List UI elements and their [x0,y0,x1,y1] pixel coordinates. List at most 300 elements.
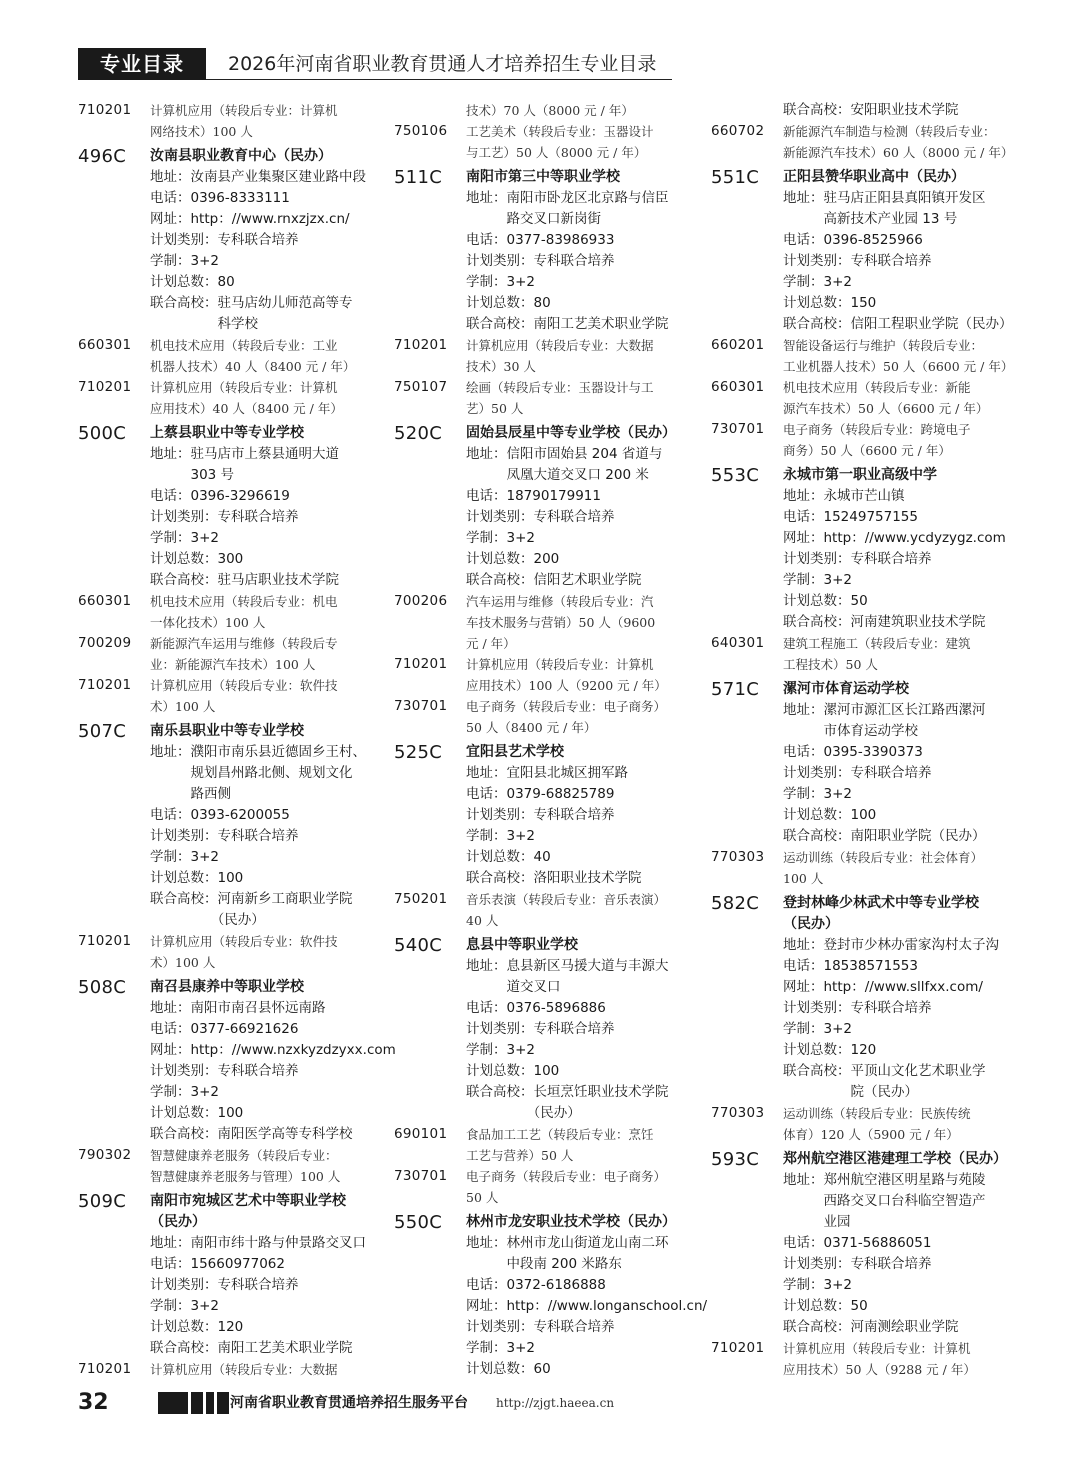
entry-body [466,419,694,591]
school-info-line: 科学校 [150,316,258,332]
major-line: 绘画（转段后专业：玉器设计与工 [466,380,654,395]
school-name: 漯河市体育运动学校 [783,681,909,697]
major-code: 660301 [78,593,132,609]
school-info-line: 地址：南阳市南召县怀远南路 [150,1000,326,1016]
major-code [394,100,466,121]
school-info-line: 学制：3+2 [150,1084,219,1100]
school-info-line: 联合高校：驻马店幼儿师范高等专 [150,295,353,311]
school-name: 汝南县职业教育中心（民办） [150,148,332,164]
school-info-line: 电话：15249757155 [783,509,918,525]
school-info-line: 计划总数：120 [783,1042,877,1058]
major-entry [711,100,1007,121]
school-code: 509C [78,1191,127,1212]
entry-body [466,100,694,121]
section-tag: 专业目录 [78,48,206,80]
school-code: 551C [711,167,760,188]
major-line: 计算机应用（转段后专业：软件技 [150,678,338,693]
school-info-line: 计划类别：专科联合培养 [150,1277,299,1293]
major-entry [78,931,372,973]
major-code: 710201 [78,677,132,693]
major-entry [78,1359,372,1380]
major-code: 710201 [78,102,132,118]
header-rule [206,79,672,80]
school-info-line: 院（民办） [783,1084,918,1100]
school-name: 永城市第一职业高级中学 [783,467,937,483]
school-entry [78,717,372,931]
school-info-line: 路西侧 [150,786,231,802]
school-info-line: 中段南 200 米路东 [466,1256,622,1272]
school-entry [394,931,694,1124]
major-entry [711,121,1014,163]
major-entry [78,591,372,633]
school-info-line: 计划类别：专科联合培养 [783,253,932,269]
entry-body [150,591,372,633]
school-info-line: 学制：3+2 [783,786,852,802]
entry-body [783,1145,1007,1338]
page-footer [78,1388,678,1418]
school-entry [394,419,694,591]
school-info-line: 路交叉口新岗街 [466,211,601,227]
school-name: 南召县康养中等职业学校 [150,979,304,995]
school-info-line: 学制：3+2 [466,530,535,546]
school-info-line: 电话：0377-83986933 [466,232,615,248]
major-code: 710201 [78,379,132,395]
major-line: 建筑工程施工（转段后专业：建筑 [783,636,971,651]
school-entry [78,1187,372,1359]
major-line: 计算机应用（转段后专业：大数据 [150,1362,338,1377]
school-info-line: 计划总数：100 [783,807,877,823]
entry-body [150,100,372,142]
school-name: 郑州航空港区港建理工学校（民办） [783,1151,1007,1167]
major-line: 工艺美术（转段后专业：玉器设计 [466,124,654,139]
footer-bars-decoration [158,1392,229,1414]
school-info-line: 电话：0372-6186888 [466,1277,606,1293]
entry-body [150,377,372,419]
column-left [78,100,396,1380]
major-line: 100 人 [783,871,824,886]
school-name: 正阳县赞华职业高中（民办） [783,169,965,185]
major-code: 710201 [78,933,132,949]
school-code: 508C [78,977,127,998]
school-name: 南阳市宛城区艺术中等职业学校 [150,1193,346,1209]
major-entry [711,377,1007,419]
major-line: 与工艺）50 人（8000 元 / 年） [466,145,647,160]
major-code [711,100,783,121]
school-info-line: 计划总数：60 [466,1361,551,1377]
entry-body [150,675,372,717]
major-entry [394,591,694,654]
major-entry [711,335,1014,377]
major-entry [394,1166,694,1208]
major-line: 联合高校：安阳职业技术学院 [783,102,959,118]
school-name: 南乐县职业中等专业学校 [150,723,304,739]
school-info-line: 计划类别：专科联合培养 [783,551,932,567]
major-line: 新能源汽车制造与检测（转段后专业： [783,124,996,139]
major-entry [711,419,1007,461]
major-entry [394,100,694,121]
school-info-line: 计划类别：专科联合培养 [466,509,615,525]
school-info-line: 地址：林州市龙山街道龙山南二环 [466,1235,669,1251]
school-info-line: 网址：http：//www.rnxzjzx.cn/ [150,211,350,227]
major-entry [394,335,694,377]
major-line: 应用技术）100 人（9200 元 / 年） [466,678,667,693]
school-info-line: 电话：0377-66921626 [150,1021,299,1037]
school-info-line: 计划总数：300 [150,551,244,567]
school-info-line: 电话：0395-3390373 [783,744,923,760]
school-info-line: 计划总数：100 [150,870,244,886]
major-line: 运动训练（转段后专业：社会体育） [783,850,984,865]
school-entry [394,1208,708,1380]
school-info-line: 计划总数：80 [150,274,235,290]
school-code: 582C [711,893,760,914]
major-code: 710201 [78,1361,132,1377]
school-info-line: 计划类别：专科联合培养 [466,807,615,823]
school-entry [78,973,396,1145]
entry-body [783,847,1007,889]
school-info-line: 学制：3+2 [466,274,535,290]
major-line: 工艺与营养）50 人 [466,1148,574,1163]
major-code: 640301 [711,635,765,651]
entry-body [466,889,694,931]
major-line: 商务）50 人（6600 元 / 年） [783,443,951,458]
major-entry [711,633,1007,675]
entry-body [783,889,1007,1103]
school-entry [711,163,1013,335]
school-info-line: 联合高校：南阳工艺美术职业学院 [466,316,669,332]
entry-body [466,738,694,889]
school-info-line: 计划总数：100 [466,1063,560,1079]
school-info-line: 学制：3+2 [466,1042,535,1058]
school-name: 上蔡县职业中等专业学校 [150,425,304,441]
major-code: 710201 [394,337,448,353]
school-entry [78,419,372,591]
school-info-line: 联合高校：驻马店职业技术学院 [150,572,339,588]
school-name: 林州市龙安职业技术学校（民办） [466,1214,676,1230]
major-code: 710201 [394,656,448,672]
school-info-line: 联合高校：河南新乡工商职业学院 [150,891,353,907]
school-info-line: 地址：驻马店市上蔡县通明大道 [150,446,339,462]
school-info-line: 网址：http：//www.sllfxx.com/ [783,979,983,995]
school-name: 息县中等职业学校 [466,937,578,953]
major-entry [78,100,372,142]
school-info-line: 计划总数：50 [783,1298,868,1314]
major-line: 电子商务（转段后专业：电子商务） [466,1169,667,1184]
school-info-line: 市体育运动学校 [783,723,918,739]
school-info-line: 计划类别：专科联合培养 [150,828,299,844]
school-info-line: 计划总数：120 [150,1319,244,1335]
major-line: 机电技术应用（转段后专业：机电 [150,594,338,609]
school-info-line: 高新技术产业园 13 号 [783,211,958,227]
major-code: 700206 [394,593,448,609]
major-line: 技术）30 人 [466,359,536,374]
major-code: 660201 [711,337,765,353]
major-line: 计算机应用（转段后专业：大数据 [466,338,654,353]
major-entry [78,335,372,377]
school-info-line: 联合高校：河南建筑职业技术学院 [783,614,986,630]
school-info-line: 学制：3+2 [466,828,535,844]
major-entry [394,377,694,419]
school-info-line: 电话：0371-56886051 [783,1235,932,1251]
school-info-line: 电话：15660977062 [150,1256,285,1272]
major-line: 业：新能源汽车技术）100 人 [150,657,316,672]
entry-body [466,591,694,654]
school-info-line: 联合高校：信阳艺术职业学院 [466,572,642,588]
footer-url: http://zjgt.haeea.cn [496,1396,615,1410]
entry-body [783,633,1007,675]
school-info-line: 计划总数：50 [783,593,868,609]
entry-body [783,335,1013,377]
major-line: 车技术服务与营销）50 人（9600 [466,615,656,630]
entry-body [466,1208,707,1380]
major-code: 770303 [711,849,765,865]
school-info-line: 计划类别：专科联合培养 [783,765,932,781]
major-entry [711,1103,1007,1145]
major-line: 艺）50 人 [466,401,524,416]
major-line: 智慧健康养老服务与管理）100 人 [150,1169,341,1184]
entry-body [150,419,372,591]
school-info-line: 计划类别：专科联合培养 [783,1256,932,1272]
school-info-line: 电话：18790179911 [466,488,601,504]
school-info-line: 地址：登封市少林办雷家沟村太子沟 [783,937,999,953]
school-info-line: 地址：南阳市卧龙区北京路与信臣 [466,190,669,206]
entry-body [150,335,372,377]
entry-body [466,1124,694,1166]
major-code: 660702 [711,123,765,139]
school-info-line: 地址：南阳市纬十路与仲景路交叉口 [150,1235,366,1251]
entry-body [150,717,372,931]
school-info-line: 凤凰大道交叉口 200 米 [466,467,649,483]
school-info-line: 道交叉口 [466,979,561,995]
school-info-line: 网址：http：//www.ycdyzygz.com [783,530,1006,546]
school-info-line: 学制：3+2 [150,849,219,865]
major-code: 690101 [394,1126,448,1142]
school-info-line: 联合高校：长垣烹饪职业技术学院 [466,1084,669,1100]
school-info-line: 地址：濮阳市南乐县近德固乡王村、 [150,744,366,760]
major-code: 710201 [711,1340,765,1356]
school-info-line: 地址：汝南县产业集聚区建业路中段 [150,169,366,185]
major-line: 体育）120 人（5900 元 / 年） [783,1127,959,1142]
school-info-line: 计划类别：专科联合培养 [466,1021,615,1037]
school-info-line: 计划总数：150 [783,295,877,311]
entry-body [466,696,694,738]
school-info-line: 学制：3+2 [150,1298,219,1314]
school-info-line: 计划类别：专科联合培养 [150,1063,299,1079]
entry-body [150,973,396,1145]
school-info-line: 电话：0376-5896886 [466,1000,606,1016]
school-info-line: 地址：驻马店正阳县真阳镇开发区 [783,190,986,206]
school-code: 525C [394,742,443,763]
school-code: 511C [394,167,443,188]
entry-body [783,419,1007,461]
major-code: 790302 [78,1147,132,1163]
major-entry [394,654,694,696]
major-entry [394,889,694,931]
major-code: 750106 [394,123,448,139]
entry-body [150,1145,372,1187]
major-entry [394,696,694,738]
entry-body [466,931,694,1124]
major-line: 机电技术应用（转段后专业：工业 [150,338,338,353]
major-code: 660301 [711,379,765,395]
entry-body [783,1338,1007,1380]
major-code: 660301 [78,337,132,353]
major-line: 计算机应用（转段后专业：计算机 [783,1341,971,1356]
school-info-line: 地址：信阳市固始县 204 省道与 [466,446,663,462]
school-info-line: （民办） [150,912,265,928]
column-right [711,100,1014,1380]
major-line: 新能源汽车技术）60 人（8000 元 / 年） [783,145,1014,160]
major-code: 700209 [78,635,132,651]
school-entry [711,675,1007,847]
major-entry [711,1338,1007,1380]
entry-body [150,142,372,335]
school-info-line: 联合高校：南阳职业学院（民办） [783,828,986,844]
school-info-line: 学制：3+2 [783,1277,852,1293]
major-line: 工程技术）50 人 [783,657,878,672]
major-code: 750107 [394,379,448,395]
major-code: 770303 [711,1105,765,1121]
entry-body [150,1359,372,1380]
school-info-line: 联合高校：信阳工程职业学院（民办） [783,316,1013,332]
school-name: （民办） [150,1214,206,1230]
school-code: 500C [78,423,127,444]
school-info-line: 学制：3+2 [783,274,852,290]
school-info-line: 计划类别：专科联合培养 [466,1319,615,1335]
major-line: 术）100 人 [150,699,216,714]
major-line: 元 / 年） [466,636,516,651]
major-line: 智能设备运行与维护（转段后专业： [783,338,984,353]
major-entry [78,377,372,419]
school-code: 593C [711,1149,760,1170]
school-info-line: 联合高校：平顶山文化艺术职业学 [783,1063,986,1079]
major-line: 技术）70 人（8000 元 / 年） [466,103,634,118]
major-line: 智慧健康养老服务（转段后专业： [150,1148,338,1163]
school-info-line: 学制：3+2 [150,530,219,546]
school-entry [711,461,1007,633]
major-line: 新能源汽车运用与维修（转段后专 [150,636,338,651]
page-header [78,48,672,82]
school-code: 496C [78,146,127,167]
school-code: 520C [394,423,443,444]
school-entry [711,889,1007,1103]
school-info-line: 电话：0393-6200055 [150,807,290,823]
school-info-line: 联合高校：南阳医学高等专科学校 [150,1126,353,1142]
major-line: 50 人（8400 元 / 年） [466,720,597,735]
major-line: 应用技术）50 人（9288 元 / 年） [783,1362,976,1377]
school-entry [394,163,694,335]
page-title: 2026年河南省职业教育贯通人才培养招生专业目录 [228,53,657,75]
major-entry [394,121,694,163]
school-code: 571C [711,679,760,700]
major-line: 机电技术应用（转段后专业：新能 [783,380,971,395]
school-name: （民办） [783,916,839,932]
entry-body [150,633,372,675]
school-info-line: 电话：0396-3296619 [150,488,290,504]
major-line: 汽车运用与维修（转段后专业：汽 [466,594,654,609]
major-line: 应用技术）40 人（8400 元 / 年） [150,401,343,416]
page-number: 32 [78,1390,109,1415]
school-info-line: 电话：0396-8333111 [150,190,290,206]
school-info-line: 联合高校：洛阳职业技术学院 [466,870,642,886]
major-entry [711,847,1007,889]
entry-body [466,121,694,163]
school-entry [711,1145,1007,1338]
school-info-line: 地址：息县新区马援大道与丰源大 [466,958,669,974]
school-info-line: 电话：0396-8525966 [783,232,923,248]
major-entry [394,1124,694,1166]
school-code: 507C [78,721,127,742]
school-info-line: 学制：3+2 [783,1021,852,1037]
entry-body [783,1103,1007,1145]
school-info-line: 地址：郑州航空港区明星路与苑陵 [783,1172,986,1188]
major-line: 计算机应用（转段后专业：软件技 [150,934,338,949]
school-info-line: 电话：18538571553 [783,958,918,974]
school-info-line: 计划类别：专科联合培养 [150,509,299,525]
major-code: 730701 [394,1168,448,1184]
school-info-line: 学制：3+2 [466,1340,535,1356]
entry-body [783,163,1013,335]
major-line: 运动训练（转段后专业：民族传统 [783,1106,971,1121]
major-line: 一体化技术）100 人 [150,615,266,630]
school-info-line: 计划总数：80 [466,295,551,311]
school-info-line: 学制：3+2 [150,253,219,269]
major-line: 术）100 人 [150,955,216,970]
entry-body [783,100,1007,121]
school-info-line: 地址：漯河市源汇区长江路西漯河 [783,702,986,718]
school-name: 登封林峰少林武术中等专业学校 [783,895,979,911]
school-info-line: 业园 [783,1214,851,1230]
school-info-line: 计划总数：40 [466,849,551,865]
school-name: 固始县辰星中等专业学校（民办） [466,425,676,441]
entry-body [466,654,694,696]
entry-body [150,1187,372,1359]
major-line: 食品加工工艺（转段后专业：烹饪 [466,1127,654,1142]
school-name: 南阳市第三中等职业学校 [466,169,620,185]
entry-body [783,121,1013,163]
school-entry [78,142,372,335]
major-line: 计算机应用（转段后专业：计算机 [150,103,338,118]
school-info-line: 计划类别：专科联合培养 [466,253,615,269]
entry-body [783,461,1007,633]
school-info-line: 规划昌州路北侧、规划文化 [150,765,353,781]
footer-platform: 河南省职业教育贯通培养招生服务平台 [230,1395,468,1411]
school-info-line: 网址：http：//www.nzxkyzdzyxx.com [150,1042,396,1058]
major-entry [78,633,372,675]
major-line: 源汽车技术）50 人（6600 元 / 年） [783,401,989,416]
major-code: 730701 [711,421,765,437]
entry-body [150,931,372,973]
school-code: 550C [394,1212,443,1233]
major-line: 50 人 [466,1190,499,1205]
school-info-line: （民办） [466,1105,581,1121]
school-info-line: 西路交叉口台科临空智造产 [783,1193,986,1209]
school-info-line: 联合高校：河南测绘职业学院 [783,1319,959,1335]
major-entry [78,1145,372,1187]
school-info-line: 电话：0379-68825789 [466,786,615,802]
entry-body [466,1166,694,1208]
major-line: 工业机器人技术）50 人（6600 元 / 年） [783,359,1014,374]
school-info-line: 计划总数：100 [150,1105,244,1121]
school-info-line: 计划总数：200 [466,551,560,567]
entry-body [466,377,694,419]
major-line: 电子商务（转段后专业：电子商务） [466,699,667,714]
school-entry [394,738,694,889]
entry-body [783,377,1007,419]
school-info-line: 计划类别：专科联合培养 [150,232,299,248]
major-entry [78,675,372,717]
major-line: 电子商务（转段后专业：跨境电子 [783,422,971,437]
school-info-line: 计划类别：专科联合培养 [783,1000,932,1016]
